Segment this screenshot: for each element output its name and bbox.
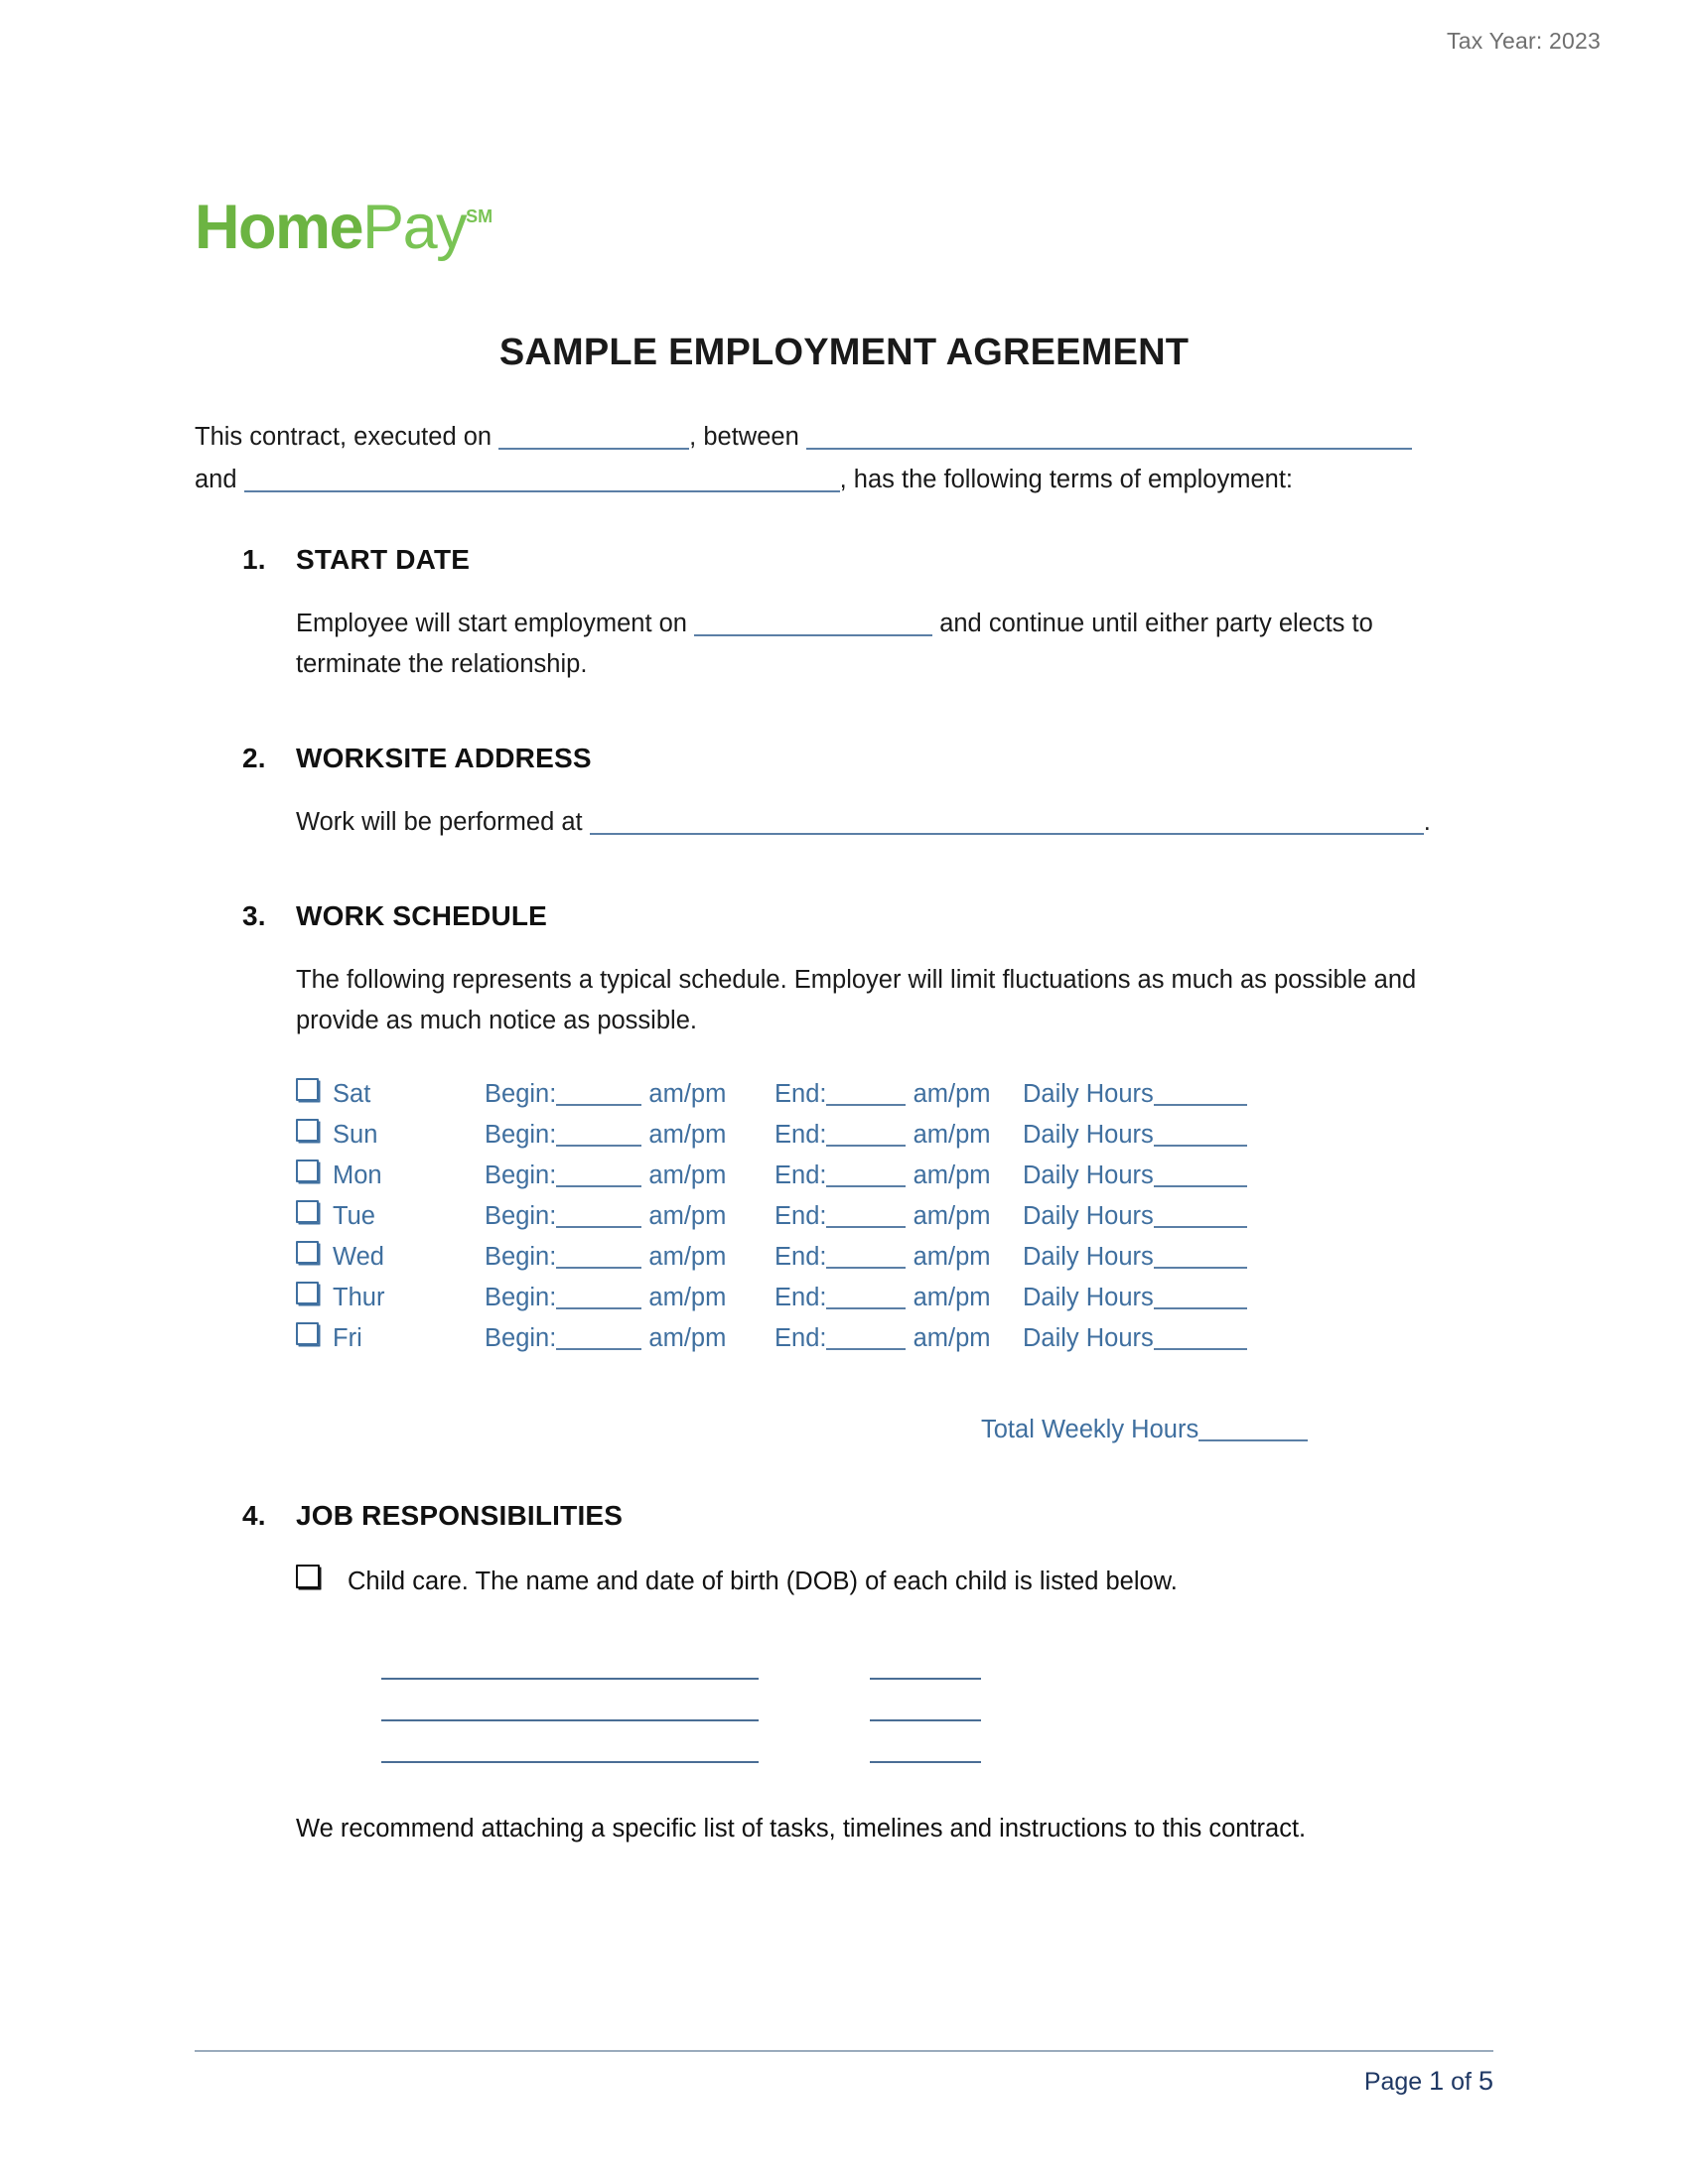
schedule-end-cell (774, 1161, 1023, 1190)
section-heading-worksite (195, 743, 1476, 774)
intro-paragraph (195, 417, 1476, 458)
checkbox-icon[interactable] (296, 1160, 319, 1182)
child-dob-blank[interactable] (870, 1690, 981, 1721)
checkbox-icon[interactable] (296, 1282, 319, 1304)
daily-hours-blank[interactable] (1154, 1082, 1247, 1106)
section-work-schedule (195, 900, 1476, 1444)
begin-ampm-label: am/pm (648, 1284, 727, 1311)
section-body-schedule (195, 960, 1476, 1041)
child-entry-row (381, 1638, 1476, 1680)
schedule-day-label: Mon (333, 1161, 382, 1189)
checkbox-icon[interactable] (296, 1119, 319, 1142)
daily-hours-blank[interactable] (1154, 1286, 1247, 1309)
section-number-4: 4. (242, 1500, 266, 1531)
schedule-hours-cell (1023, 1243, 1281, 1272)
worksite-address-blank[interactable] (590, 807, 1424, 835)
end-label: End: (774, 1080, 827, 1108)
begin-ampm-label: am/pm (648, 1202, 727, 1230)
page-total-number: 5 (1477, 2066, 1493, 2096)
schedule-end-cell (774, 1284, 1023, 1312)
child-entry-row (381, 1721, 1476, 1763)
start-date-blank[interactable] (694, 609, 932, 636)
schedule-row (296, 1160, 1476, 1201)
total-weekly-hours-blank[interactable] (1198, 1418, 1308, 1441)
intro-line2-suffix: , has the following terms of employment: (839, 466, 1294, 493)
daily-hours-label: Daily Hours (1023, 1202, 1154, 1230)
child-dob-blank[interactable] (870, 1731, 981, 1763)
schedule-begin-cell (485, 1080, 774, 1109)
schedule-begin-cell (485, 1121, 774, 1150)
start-date-text-b: and continue until either party elects to terminate the relationship. (296, 610, 1373, 678)
schedule-table (296, 1079, 1476, 1444)
begin-ampm-label: am/pm (648, 1080, 727, 1108)
schedule-end-cell (774, 1324, 1023, 1353)
schedule-day-label: Tue (333, 1202, 375, 1230)
schedule-day-cell[interactable] (296, 1120, 485, 1150)
section-number-2: 2. (242, 743, 266, 773)
schedule-table-wrapper (195, 1079, 1476, 1444)
logo-text-pay: Pay (362, 193, 467, 262)
end-label: End: (774, 1284, 827, 1311)
end-time-blank[interactable] (826, 1123, 906, 1147)
page-prefix-label: Page (1363, 2068, 1423, 2096)
end-time-blank[interactable] (826, 1082, 906, 1106)
intro-line1-suffix: , between (689, 423, 799, 451)
schedule-day-cell[interactable] (296, 1242, 485, 1272)
logo-text-home: Home (195, 193, 363, 262)
responsibility-item-child-care[interactable] (296, 1566, 1476, 1596)
daily-hours-label: Daily Hours (1023, 1284, 1154, 1311)
recommendation-text: We recommend attaching a specific list of tasks, timelines and instructions to this contract. (296, 1815, 1307, 1843)
end-ampm-label: am/pm (913, 1080, 991, 1108)
schedule-row (296, 1323, 1476, 1364)
section-title-1: START DATE (296, 544, 471, 575)
begin-label: Begin: (485, 1121, 557, 1149)
document-body (195, 417, 1476, 1843)
homepay-logo (195, 193, 493, 262)
daily-hours-label: Daily Hours (1023, 1161, 1154, 1189)
checkbox-icon[interactable] (296, 1565, 320, 1588)
page-joiner-label: of (1451, 2068, 1473, 2096)
total-weekly-hours-label: Total Weekly Hours (981, 1416, 1199, 1443)
schedule-hours-cell (1023, 1121, 1281, 1150)
end-time-blank[interactable] (826, 1286, 906, 1309)
page-footer (195, 2050, 1493, 2097)
begin-time-blank[interactable] (556, 1204, 641, 1228)
daily-hours-label: Daily Hours (1023, 1324, 1154, 1352)
end-label: End: (774, 1121, 827, 1149)
end-ampm-label: am/pm (913, 1121, 991, 1149)
checkbox-icon[interactable] (296, 1241, 319, 1264)
child-name-blank[interactable] (381, 1690, 759, 1721)
schedule-hours-cell (1023, 1284, 1281, 1312)
intro-employer-blank[interactable] (806, 422, 1412, 450)
tax-year-label: Tax Year: 2023 (1447, 28, 1601, 54)
end-label: End: (774, 1161, 827, 1189)
end-ampm-label: am/pm (913, 1284, 991, 1311)
end-ampm-label: am/pm (913, 1161, 991, 1189)
daily-hours-blank[interactable] (1154, 1163, 1247, 1187)
begin-label: Begin: (485, 1243, 557, 1271)
schedule-row (296, 1120, 1476, 1160)
end-label: End: (774, 1324, 827, 1352)
daily-hours-label: Daily Hours (1023, 1121, 1154, 1149)
schedule-begin-cell (485, 1324, 774, 1353)
daily-hours-label: Daily Hours (1023, 1080, 1154, 1108)
child-dob-blank[interactable] (870, 1648, 981, 1680)
section-heading-responsibilities (195, 1500, 1476, 1532)
schedule-hours-cell (1023, 1202, 1281, 1231)
daily-hours-label: Daily Hours (1023, 1243, 1154, 1271)
page-title: SAMPLE EMPLOYMENT AGREEMENT (498, 332, 1190, 373)
schedule-end-cell (774, 1202, 1023, 1231)
start-date-text-a: Employee will start employment on (296, 610, 687, 637)
schedule-day-cell[interactable] (296, 1323, 485, 1353)
end-ampm-label: am/pm (913, 1324, 991, 1352)
schedule-begin-cell (485, 1243, 774, 1272)
total-weekly-hours-row (296, 1416, 1476, 1444)
begin-ampm-label: am/pm (648, 1121, 727, 1149)
begin-time-blank[interactable] (556, 1082, 641, 1106)
schedule-day-cell[interactable] (296, 1079, 485, 1109)
intro-line2-prefix: and (195, 466, 237, 493)
child-entries-list (296, 1638, 1476, 1763)
intro-employee-blank[interactable] (244, 465, 840, 492)
page-current-number: 1 (1429, 2066, 1445, 2096)
schedule-day-label: Sat (333, 1080, 371, 1108)
schedule-end-cell (774, 1121, 1023, 1150)
schedule-begin-cell (485, 1284, 774, 1312)
schedule-day-label: Thur (333, 1284, 385, 1311)
section-worksite-address (195, 743, 1476, 843)
schedule-begin-cell (485, 1202, 774, 1231)
section-heading-start-date (195, 544, 1476, 576)
begin-label: Begin: (485, 1202, 557, 1230)
begin-time-blank[interactable] (556, 1286, 641, 1309)
intro-date-blank[interactable] (498, 422, 689, 450)
schedule-hours-cell (1023, 1080, 1281, 1109)
worksite-text-a: Work will be performed at (296, 808, 583, 836)
begin-label: Begin: (485, 1080, 557, 1108)
child-name-blank[interactable] (381, 1648, 759, 1680)
section-job-responsibilities (195, 1500, 1476, 1843)
begin-label: Begin: (485, 1161, 557, 1189)
schedule-hours-cell (1023, 1324, 1281, 1353)
child-entry-row (381, 1680, 1476, 1721)
schedule-row (296, 1283, 1476, 1323)
section-title-4: JOB RESPONSIBILITIES (296, 1500, 624, 1531)
schedule-hours-cell (1023, 1161, 1281, 1190)
daily-hours-blank[interactable] (1154, 1204, 1247, 1228)
section-body-responsibilities (195, 1566, 1476, 1843)
end-time-blank[interactable] (826, 1245, 906, 1269)
daily-hours-blank[interactable] (1154, 1123, 1247, 1147)
end-time-blank[interactable] (826, 1163, 906, 1187)
end-label: End: (774, 1202, 827, 1230)
worksite-text-b: . (1423, 808, 1431, 836)
page-number (195, 2066, 1493, 2097)
begin-time-blank[interactable] (556, 1163, 641, 1187)
schedule-begin-cell (485, 1161, 774, 1190)
checkbox-icon[interactable] (296, 1200, 319, 1223)
section-body-start-date (195, 604, 1476, 685)
schedule-day-cell[interactable] (296, 1283, 485, 1312)
end-time-blank[interactable] (826, 1326, 906, 1350)
begin-ampm-label: am/pm (648, 1324, 727, 1352)
service-mark-icon: SM (466, 206, 493, 226)
section-start-date (195, 544, 1476, 685)
section-title-2: WORKSITE ADDRESS (296, 743, 592, 773)
section-number-1: 1. (242, 544, 266, 575)
schedule-end-cell (774, 1080, 1023, 1109)
end-ampm-label: am/pm (913, 1243, 991, 1271)
section-heading-schedule (195, 900, 1476, 932)
schedule-day-label: Sun (333, 1121, 378, 1149)
checkbox-icon[interactable] (296, 1322, 319, 1345)
begin-time-blank[interactable] (556, 1123, 641, 1147)
responsibility-label: Child care. The name and date of birth (DOB) of each child is listed below. (348, 1568, 1178, 1595)
schedule-intro-text: The following represents a typical schedule. Employer will limit fluctuations as much as possible and provide as much notice as possible. (296, 966, 1417, 1034)
schedule-day-label: Wed (333, 1243, 384, 1271)
begin-time-blank[interactable] (556, 1326, 641, 1350)
schedule-day-cell[interactable] (296, 1160, 485, 1190)
section-number-3: 3. (242, 900, 266, 931)
intro-paragraph-line2 (195, 460, 1476, 500)
begin-ampm-label: am/pm (648, 1161, 727, 1189)
schedule-row (296, 1242, 1476, 1283)
end-label: End: (774, 1243, 827, 1271)
daily-hours-blank[interactable] (1154, 1245, 1247, 1269)
schedule-row (296, 1201, 1476, 1242)
schedule-row (296, 1079, 1476, 1120)
begin-ampm-label: am/pm (648, 1243, 727, 1271)
intro-line1-prefix: This contract, executed on (195, 423, 492, 451)
checkbox-icon[interactable] (296, 1078, 319, 1101)
section-body-worksite (195, 802, 1476, 843)
schedule-day-cell[interactable] (296, 1201, 485, 1231)
schedule-end-cell (774, 1243, 1023, 1272)
begin-time-blank[interactable] (556, 1245, 641, 1269)
begin-label: Begin: (485, 1284, 557, 1311)
end-time-blank[interactable] (826, 1204, 906, 1228)
schedule-day-label: Fri (333, 1324, 362, 1352)
begin-label: Begin: (485, 1324, 557, 1352)
daily-hours-blank[interactable] (1154, 1326, 1247, 1350)
end-ampm-label: am/pm (913, 1202, 991, 1230)
child-name-blank[interactable] (381, 1731, 759, 1763)
section-title-3: WORK SCHEDULE (296, 900, 548, 931)
footer-divider (195, 2050, 1493, 2052)
